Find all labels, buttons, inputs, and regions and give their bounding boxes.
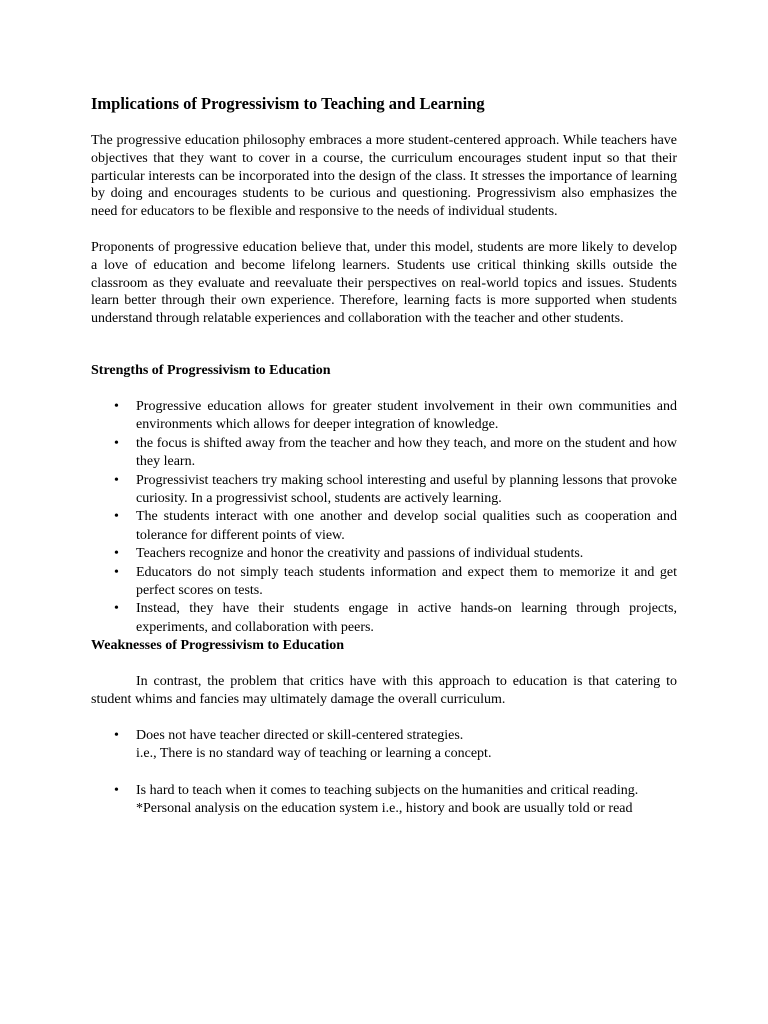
list-item-subtext: i.e., There is no standard way of teaching or learning a concept. <box>136 746 492 762</box>
document-page <box>91 93 677 818</box>
list-item <box>91 435 677 472</box>
list-item <box>91 727 677 764</box>
bullet-icon: • <box>114 472 119 488</box>
weaknesses-intro: In contrast, the problem that critics have with this approach to education is that catering to student whims and fancies may ultimately damage the overall curriculum. <box>91 674 677 708</box>
bullet-icon: • <box>114 564 119 580</box>
bullet-icon: • <box>114 398 119 414</box>
list-item-text: Progressive education allows for greater student involvement in their own communities and environments which allows for deeper integration of knowledge. <box>136 398 677 433</box>
intro-paragraph-2: Proponents of progressive education believe that, under this model, students are more likely to develop a love of education and become lifelong learners. Students use critical thinking skills outside the classroom as they evaluate and reevaluate their perspectives on real-world topics and issues. Students learn better through their own experience. Therefore, learning facts is more supported when students understand through relatable experiences and collaboration with the teacher and other students. <box>91 239 677 327</box>
bullet-icon: • <box>114 435 119 451</box>
list-item-subtext: *Personal analysis on the education system i.e., history and book are usually told or read <box>136 801 633 817</box>
list-item-text: Progressivist teachers try making school interesting and useful by planning lessons that provoke curiosity. In a progressivist school, students are actively learning. <box>136 472 677 506</box>
strengths-list <box>91 398 677 637</box>
intro-paragraph-1: The progressive education philosophy embraces a more student-centered approach. While teachers have objectives that they want to cover in a course, the curriculum encourages student input so that their particular interests can be incorporated into the design of the class. It stresses the importance of learning by doing and encourages students to be curious and questioning. Progressivism also emphasizes the need for educators to be flexible and responsive to the needs of individual students. <box>91 133 677 220</box>
weaknesses-list <box>91 727 677 819</box>
list-item-text: the focus is shifted away from the teacher and how they teach, and more on the student and how they learn. <box>136 435 677 470</box>
bullet-icon: • <box>114 727 119 743</box>
list-item <box>91 782 677 819</box>
bullet-icon: • <box>114 546 119 562</box>
document-title: Implications of Progressivism to Teaching and Learning <box>91 94 485 113</box>
list-item <box>91 564 677 601</box>
list-item <box>91 545 677 563</box>
weaknesses-heading: Weaknesses of Progressivism to Education <box>91 638 345 654</box>
list-item-text: Does not have teacher directed or skill-centered strategies. <box>136 727 464 743</box>
list-item-text: Instead, they have their students engage in active hands-on learning through projects, experiments, and collaboration with peers. <box>136 601 677 635</box>
bullet-icon: • <box>114 601 119 617</box>
list-item <box>91 600 677 637</box>
bullet-icon: • <box>114 509 119 525</box>
strengths-heading: Strengths of Progressivism to Education <box>91 362 331 378</box>
list-item-text: Educators do not simply teach students information and expect them to memorize it and get perfect scores on tests. <box>136 564 677 599</box>
bullet-icon: • <box>114 782 119 798</box>
list-item <box>91 472 677 509</box>
list-item-text: Is hard to teach when it comes to teaching subjects on the humanities and critical reading. <box>136 782 639 798</box>
list-item <box>91 508 677 545</box>
list-item-text: The students interact with one another and develop social qualities such as cooperation and tolerance for different points of view. <box>136 509 677 543</box>
list-item-text: Teachers recognize and honor the creativity and passions of individual students. <box>136 546 584 562</box>
list-item <box>91 398 677 435</box>
